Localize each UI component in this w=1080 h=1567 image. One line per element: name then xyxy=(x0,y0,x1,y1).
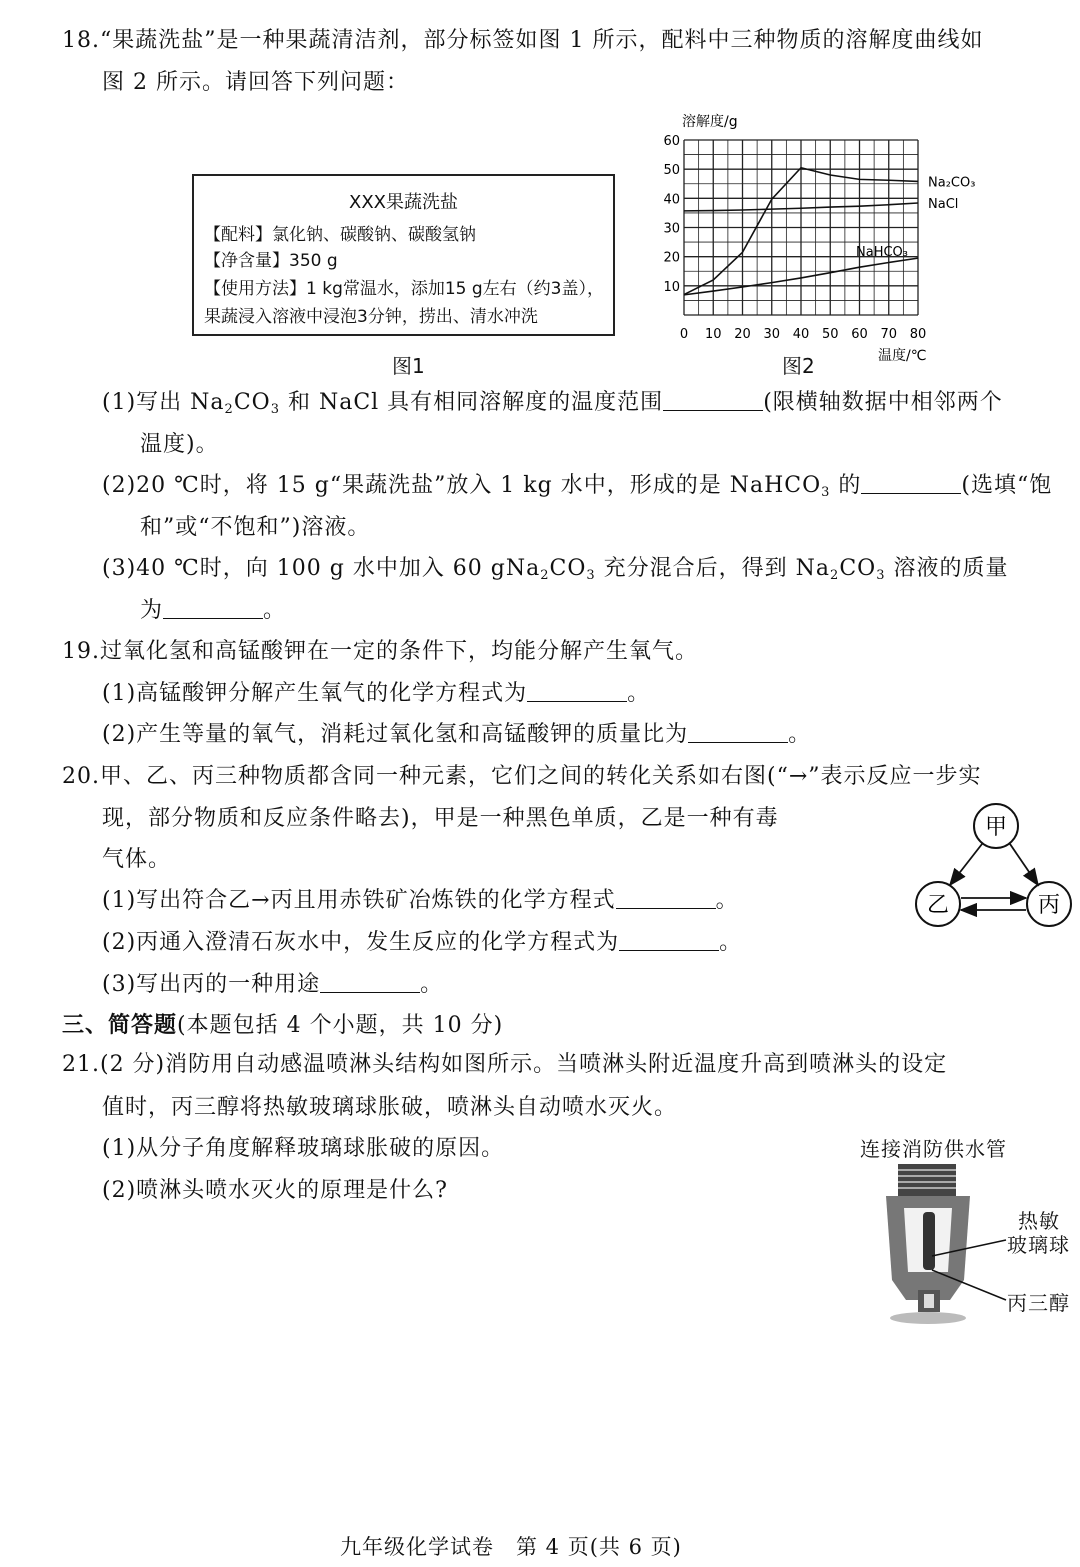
label-usage-2: 果蔬浸入溶液中浸泡3分钟，捞出、清水冲洗 xyxy=(204,307,538,327)
series-label: NaCl xyxy=(928,197,959,212)
q20-p2: (2)丙通入澄清石灰水中，发生反应的化学方程式为 。 xyxy=(102,930,743,955)
q18-p1-line2: 温度)。 xyxy=(140,432,219,457)
q18-line2: 图 2 所示。请回答下列问题： xyxy=(102,70,409,95)
q19-p1: (1)高锰酸钾分解产生氧气的化学方程式为 。 xyxy=(102,681,651,706)
label-ingredients: 【配料】氯化钠、碳酸钠、碳酸氢钠 xyxy=(204,225,476,245)
q21-p2: (2)喷淋头喷水灭火的原理是什么? xyxy=(102,1178,448,1203)
y-tick-label: 30 xyxy=(663,221,680,237)
answer-blank[interactable] xyxy=(163,598,263,619)
series-label: NaHCO₃ xyxy=(856,245,908,261)
node-yi: 乙 xyxy=(926,893,950,918)
label-heat-sensitive: 热敏 xyxy=(1018,1209,1060,1233)
q18-p3-line1: (3)40 ℃时，向 100 g 水中加入 60 $gNa_2CO_3$ 充分混合后，得到 $Na_2CO_3$ 溶液的质量 xyxy=(102,556,1009,583)
q20-p3: (3)写出丙的一种用途 。 xyxy=(102,972,444,997)
q20-p1: (1)写出符合乙→丙且用赤铁矿冶炼铁的化学方程式 。 xyxy=(102,888,739,913)
x-tick-label: 0 xyxy=(679,327,689,342)
q18-p2-line2: 和”或“不饱和”)溶液。 xyxy=(140,515,371,540)
q20-line3: 气体。 xyxy=(102,847,172,872)
label-glycerol: 丙三醇 xyxy=(1007,1291,1070,1315)
q19-p2: (2)产生等量的氧气，消耗过氧化氢和高锰酸钾的质量比为 。 xyxy=(102,722,812,747)
q21-line1: 21.(2 分)消防用自动感温喷淋头结构如图所示。当喷淋头附近温度升高到喷淋头的设定 xyxy=(62,1052,948,1077)
fig2-caption: 图2 xyxy=(782,354,815,378)
section3-heading: 三、简答题(本题包括 4 个小题，共 10 分) xyxy=(62,1012,504,1038)
x-tick-label: 50 xyxy=(821,327,839,342)
x-tick-label: 70 xyxy=(880,327,898,342)
node-bing: 丙 xyxy=(1037,893,1061,918)
answer-blank[interactable] xyxy=(861,473,961,494)
chart-ticks xyxy=(663,134,926,342)
answer-blank[interactable] xyxy=(616,888,716,909)
page-footer: 九年级化学试卷 第 4 页(共 6 页) xyxy=(340,1535,682,1559)
x-tick-label: 30 xyxy=(763,327,781,342)
q18-line1: 18.“果蔬洗盐”是一种果蔬清洁剂，部分标签如图 1 所示，配料中三种物质的溶解度曲线如 xyxy=(62,28,984,53)
answer-blank[interactable] xyxy=(619,930,719,951)
q19-line1: 19.过氧化氢和高锰酸钾在一定的条件下，均能分解产生氧气。 xyxy=(62,639,698,664)
transformation-diagram xyxy=(906,796,1076,934)
x-tick-label: 80 xyxy=(909,327,927,342)
answer-blank[interactable] xyxy=(663,390,763,411)
chart-grid xyxy=(684,140,918,315)
chart-ylabel: 溶解度/g xyxy=(682,114,738,130)
chart-xlabel: 温度/℃ xyxy=(878,348,927,364)
answer-blank[interactable] xyxy=(527,681,627,702)
y-tick-label: 50 xyxy=(663,163,680,179)
x-tick-label: 60 xyxy=(851,327,868,342)
node-jia: 甲 xyxy=(984,815,1008,840)
answer-blank[interactable] xyxy=(688,722,788,743)
fig1-caption: 图1 xyxy=(392,354,425,378)
y-tick-label: 40 xyxy=(663,192,680,208)
y-tick-label: 20 xyxy=(663,250,680,266)
q20-line1: 20.甲、乙、丙三种物质都含同一种元素，它们之间的转化关系如右图(“→”表示反应一步实 xyxy=(62,764,982,789)
label-net-content: 【净含量】350 g xyxy=(204,251,338,271)
sprinkler-top-label: 连接消防供水管 xyxy=(860,1137,1007,1161)
x-tick-label: 40 xyxy=(792,327,810,342)
q20-line2: 现，部分物质和反应条件略去)，甲是一种黑色单质，乙是一种有毒 xyxy=(102,806,779,831)
x-tick-label: 10 xyxy=(704,327,722,342)
q18-p3-line2: 为 。 xyxy=(140,598,287,623)
q21-line2: 值时，丙三醇将热敏玻璃球胀破，喷淋头自动喷水灭火。 xyxy=(102,1095,678,1120)
q18-p1-line1: (1)写出 $Na_2CO_3$ 和 NaCl 具有相同溶解度的温度范围 (限横轴数据中相邻两个 xyxy=(102,390,1003,417)
label-usage-1: 【使用方法】1 kg常温水，添加15 g左右（约3盖）， xyxy=(204,279,604,299)
y-tick-label: 60 xyxy=(663,134,680,149)
q21-p1: (1)从分子角度解释玻璃球胀破的原因。 xyxy=(102,1136,505,1161)
sprinkler-leader-lines xyxy=(930,1230,1010,1310)
label-title: XXX果蔬洗盐 xyxy=(349,192,458,213)
answer-blank[interactable] xyxy=(320,972,420,993)
x-tick-label: 20 xyxy=(734,327,751,342)
label-glass-bulb: 玻璃球 xyxy=(1007,1233,1070,1257)
solubility-chart xyxy=(650,106,976,368)
product-label-figure xyxy=(192,174,615,336)
y-tick-label: 10 xyxy=(663,279,680,295)
series-label: Na₂CO₃ xyxy=(928,175,976,191)
q18-p2-line1: (2)20 ℃时，将 15 g“果蔬洗盐”放入 1 kg 水中，形成的是 NaHCO$_3$ 的 (选填“饱 xyxy=(102,473,1053,500)
